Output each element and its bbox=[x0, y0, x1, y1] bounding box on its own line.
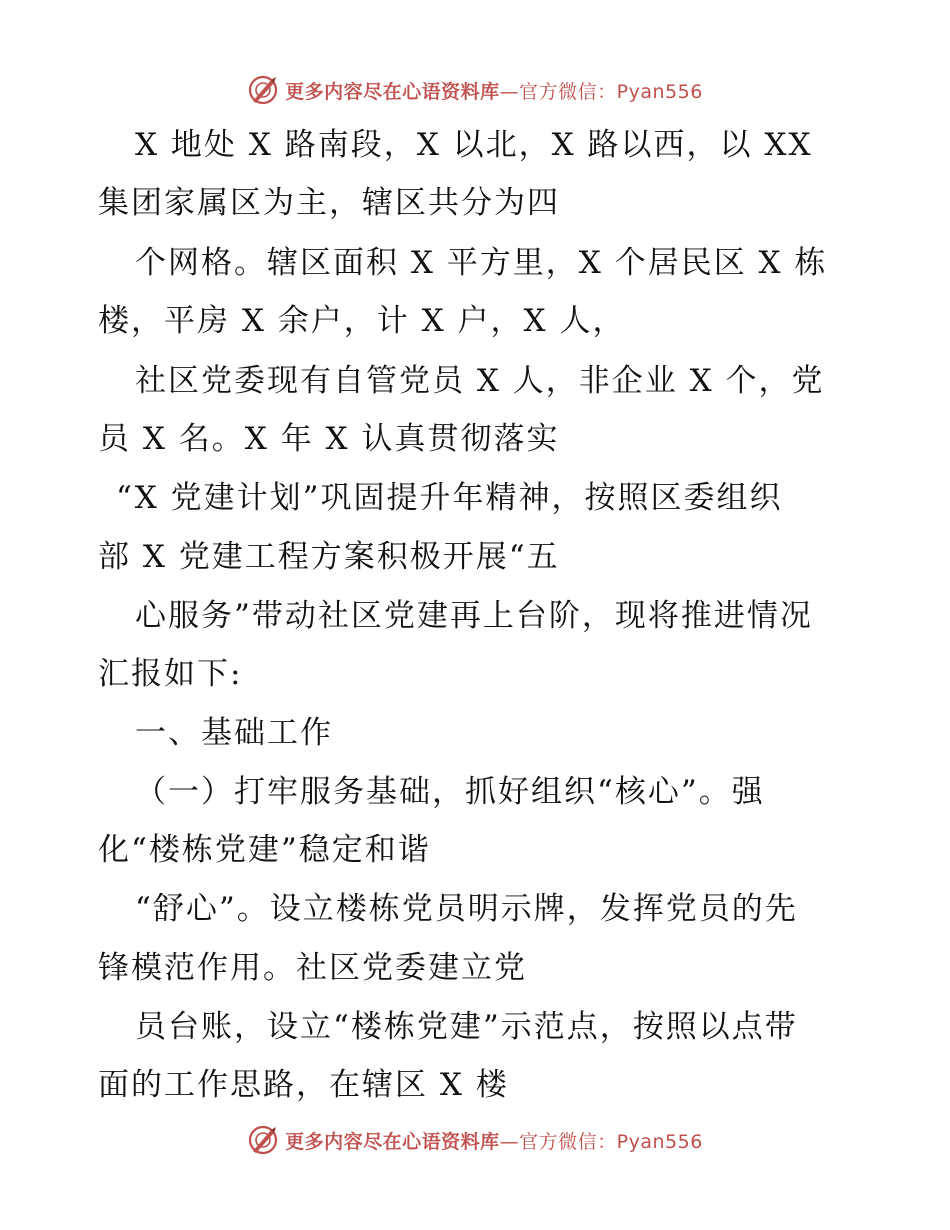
header-watermark-text bbox=[285, 77, 703, 104]
footer-watermark-brand: 更多内容尽在心语资料库 bbox=[285, 1130, 500, 1153]
body-line-5: 社区党委现有自管党员 X 人，非企业 X 个，党 bbox=[135, 363, 825, 399]
body-line-2: 集团家属区为主，辖区共分为四 bbox=[98, 185, 560, 221]
body-line-15: 锋模范作用。社区党委建立党 bbox=[98, 950, 527, 986]
quill-circle-logo-icon bbox=[247, 74, 279, 106]
body-line-1: X 地处 X 路南段，X 以北，X 路以西，以 XX bbox=[135, 127, 813, 163]
quill-circle-logo-icon bbox=[247, 1124, 279, 1156]
body-line-9: 心服务”带动社区党建再上台阶，现将推进情况 bbox=[135, 598, 813, 634]
body-line-17: 面的工作思路，在辖区 X 楼 bbox=[98, 1067, 509, 1103]
footer-watermark-text bbox=[285, 1127, 703, 1154]
body-line-14: “舒心”。设立楼栋党员明示牌，发挥党员的先 bbox=[135, 891, 798, 927]
header-watermark-suffix: 官方微信：Pyan556 bbox=[519, 80, 703, 103]
body-line-4: 楼，平房 X 余户，计 X 户，X 人， bbox=[98, 303, 626, 339]
body-line-8: 部 X 党建工程方案积极开展“五 bbox=[98, 539, 560, 575]
footer-watermark-suffix: 官方微信：Pyan556 bbox=[519, 1130, 703, 1153]
section-heading-1: 一、基础工作 bbox=[135, 715, 333, 751]
body-line-10: 汇报如下: bbox=[98, 656, 243, 692]
body-line-3: 个网格。辖区面积 X 平方里，X 个居民区 X 栋 bbox=[135, 245, 828, 281]
footer-watermark bbox=[0, 1120, 950, 1160]
header-watermark bbox=[0, 70, 950, 110]
body-line-6: 员 X 名。X 年 X 认真贯彻落实 bbox=[98, 421, 560, 457]
header-watermark-separator: — bbox=[499, 80, 520, 103]
body-line-13: 化“楼栋党建”稳定和谐 bbox=[98, 832, 431, 868]
body-line-7: “X 党建计划”巩固提升年精神，按照区委组织 bbox=[116, 480, 783, 516]
footer-watermark-separator: — bbox=[499, 1130, 520, 1153]
header-watermark-brand: 更多内容尽在心语资料库 bbox=[285, 80, 500, 103]
body-line-16: 员台账，设立“楼栋党建”示范点，按照以点带 bbox=[135, 1009, 798, 1045]
body-line-12: （一）打牢服务基础，抓好组织“核心”。强 bbox=[135, 774, 765, 810]
